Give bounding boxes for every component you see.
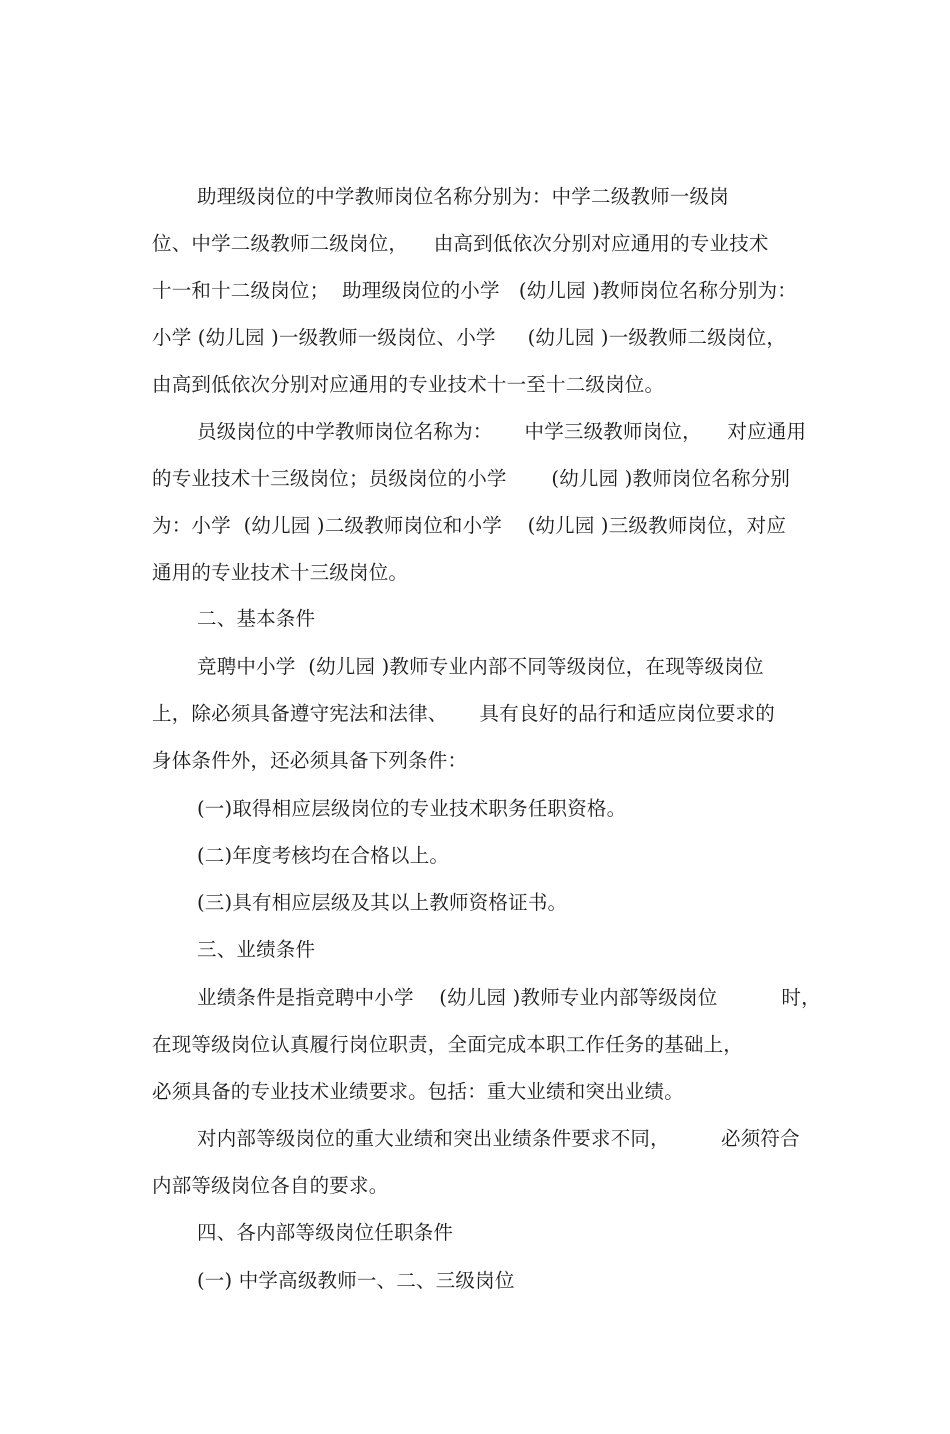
subsection-heading: (一) 中学高级教师一、二、三级岗位	[197, 1269, 515, 1292]
paragraph-line: 竞聘中小学 (幼儿园 )教师专业内部不同等级岗位，在现等级岗位	[197, 655, 764, 678]
paragraph-line: 员级岗位的中学教师岗位名称为： 中学三级教师岗位， 对应通用	[197, 420, 807, 443]
paragraph-line: 内部等级岗位各自的要求。	[152, 1174, 389, 1197]
paragraph-line: 在现等级岗位认真履行岗位职责，全面完成本职工作任务的基础上，	[152, 1033, 744, 1056]
paragraph-line: 对内部等级岗位的重大业绩和突出业绩条件要求不同， 必须符合	[197, 1127, 800, 1150]
paragraph-line: 通用的专业技术十三级岗位。	[152, 561, 409, 584]
section-heading: 三、业绩条件	[197, 938, 316, 961]
paragraph-line: 业绩条件是指竞聘中小学 (幼儿园 )教师专业内部等级岗位 时，	[197, 986, 821, 1009]
paragraph-line: 的专业技术十三级岗位；员级岗位的小学 (幼儿园 )教师岗位名称分别	[152, 467, 791, 490]
paragraph-line: 十一和十二级岗位； 助理级岗位的小学 (幼儿园 )教师岗位名称分别为：	[152, 279, 798, 302]
paragraph-line: 小学 (幼儿园 )一级教师一级岗位、小学 (幼儿园 )一级教师二级岗位，	[152, 326, 787, 349]
paragraph-line: 上，除必须具备遵守宪法和法律、 具有良好的品行和适应岗位要求的	[152, 702, 775, 725]
section-heading: 四、各内部等级岗位任职条件	[197, 1221, 454, 1244]
paragraph-line: 必须具备的专业技术业绩要求。包括：重大业绩和突出业绩。	[152, 1080, 684, 1103]
list-item: (二)年度考核均在合格以上。	[197, 844, 450, 867]
paragraph-line: 由高到低依次分别对应通用的专业技术十一至十二级岗位。	[152, 373, 665, 396]
paragraph-line: 身体条件外，还必须具备下列条件：	[152, 749, 468, 772]
list-item: (三)具有相应层级及其以上教师资格证书。	[197, 891, 568, 914]
list-item: (一)取得相应层级岗位的专业技术职务任职资格。	[197, 797, 627, 820]
section-heading: 二、基本条件	[197, 607, 316, 630]
paragraph-line: 位、中学二级教师二级岗位， 由高到低依次分别对应通用的专业技术	[152, 232, 769, 255]
paragraph-line: 为：小学 (幼儿园 )二级教师岗位和小学 (幼儿园 )三级教师岗位，对应	[152, 514, 787, 537]
paragraph-line: 助理级岗位的中学教师岗位名称分别为：中学二级教师一级岗	[197, 185, 729, 208]
